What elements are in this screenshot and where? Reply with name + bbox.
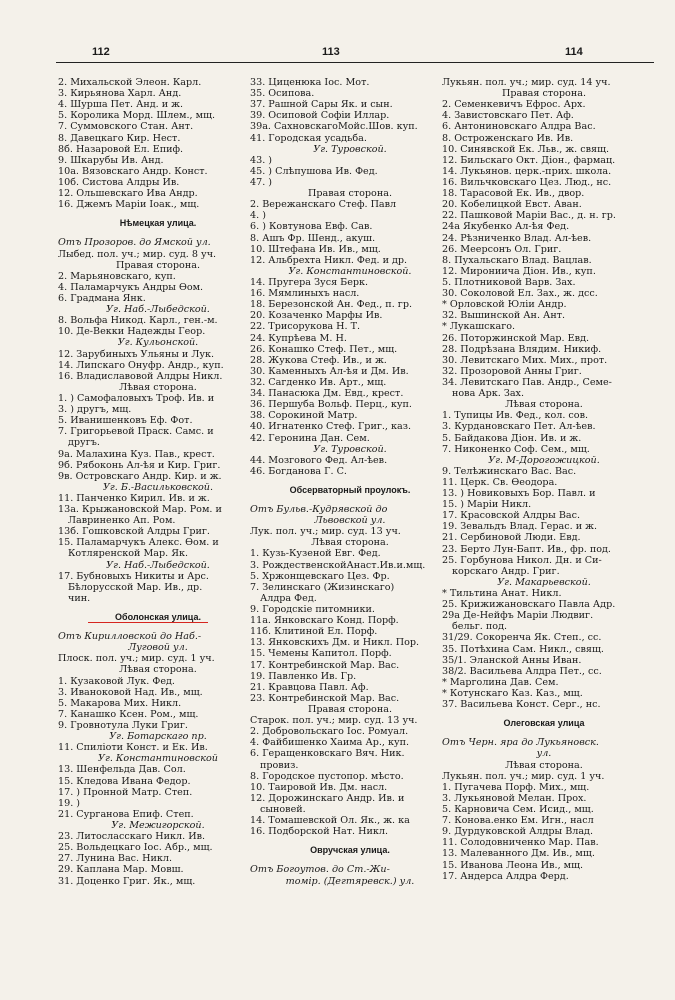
text-line: Отъ Богоутов. до Ст.-Жи- [250, 864, 390, 876]
text-line: Оболонская улица. [58, 612, 258, 623]
text-line: 41. Городская усадьба. [250, 132, 367, 144]
text-line: 10. Синявской Ек. Льв., ж. свящ. [442, 143, 610, 155]
text-line: * Орловской Юліи Андр. [442, 299, 567, 311]
text-line: 14. Липскаго Онуфр. Андр., куп. [58, 359, 224, 371]
text-line: 17. Контребинской Мар. Вас. [250, 659, 400, 671]
text-line: 4. Завистовскаго Пет. Аф. [442, 110, 574, 122]
text-line: 13. Малеванного Дм. Ив., мщ. [442, 848, 595, 860]
text-line: Отъ Прозоров. до Ямской ул. [58, 237, 211, 249]
text-line: 37. Рашной Сары Як. и сын. [250, 99, 393, 111]
text-line: 35. Потѣхина Сам. Никл., свящ. [442, 643, 604, 655]
text-line: 15. Иванова Леона Ив., мщ. [442, 859, 584, 871]
text-line [58, 604, 258, 612]
text-line: 11. Панченко Кирил. Ив. и ж. [58, 492, 210, 504]
text-line: 5. Макарова Мих. Никл. [58, 697, 182, 709]
text-line: 27. Лунина Вас. Никл. [58, 853, 173, 865]
text-line: 12. Ольшевскаго Ива Андр. [58, 188, 198, 200]
text-line: 32. Сагденко Ив. Арт., мщ. [250, 376, 387, 388]
text-line: 7. Коновa.енко Ем. Игн., насл [442, 815, 594, 827]
text-line: 1. Кузаковой Лук. Фед. [58, 675, 175, 687]
column-3 [442, 77, 646, 882]
text-line: 2. Михальской Элеон. Карл. [58, 77, 202, 88]
text-line: Обсерваторный проулокъ. [289, 484, 411, 495]
text-line: 12. Альбрехта Никл. Фед. и др. [250, 254, 408, 266]
text-line: 10. Де-Векки Надежды Геор. [58, 326, 206, 338]
text-line: Плоск. пол. уч.; мир. суд. 1 уч. [58, 653, 215, 665]
text-line: Уг. Макарьевской. [497, 576, 591, 588]
text-line: 30. Соколовой Ел. Зах., ж. дсс. [442, 288, 598, 300]
text-line: 43. ) [250, 154, 273, 166]
text-line: 23. Берто Лун-Бапт. Ив., фр. под. [442, 543, 611, 555]
text-line: 12. Бильскаго Окт. Діон., фармац. [442, 154, 616, 166]
text-line: 35. Осипова. [250, 88, 315, 100]
text-line: 13а. Крыжановской Мар. Ром. и [58, 504, 222, 516]
text-line [250, 856, 450, 864]
text-line: Лѣвая сторона. [119, 664, 197, 676]
text-line: 6. Геращенковскаго Вяч. Ник. [250, 748, 405, 760]
text-line: 7. Суммовского Стан. Ант. [58, 121, 194, 133]
text-line: Правая сторона. [308, 704, 392, 716]
text-line: 12. Зарубиныхъ Ульяны и Лук. [58, 348, 215, 360]
text-line: 13. ) Новиковыхъ Бор. Павл. и [442, 488, 596, 500]
text-line: 25. Крижижановскаго Павла Адр. [442, 599, 616, 611]
text-line: 6. Градмана Янк. [58, 292, 146, 304]
text-line: 17. Красовской Алдры Вас. [442, 510, 581, 522]
text-line: Отъ Кирилловской до Наб.- [58, 631, 202, 643]
text-line: бельг. под. [452, 621, 508, 633]
text-line: 2. Добровольскаго Іос. Ромуал. [250, 726, 409, 738]
text-line [442, 729, 646, 737]
text-line: 21. Сербиновой Люди. Евд. [442, 532, 581, 544]
text-line: 26. Меерсонъ Ол. Григ. [442, 243, 562, 255]
text-line: 9. Городскіе питомники. [250, 604, 375, 616]
text-line: 1. Пугачева Порф. Мих., мщ. [442, 781, 590, 793]
text-line: Львовской ул. [314, 515, 386, 527]
text-line: Бѣлорусской Мар. Ив., др. [68, 581, 203, 593]
text-line: 24а Якубенко Ал-ѣя Фед. [442, 221, 570, 233]
text-line: 38. Сорокиной Матр. [250, 410, 358, 422]
text-line: провиз. [260, 759, 299, 771]
text-line: Правая сторона. [116, 259, 200, 271]
text-line: 17. Бубновыхъ Никиты и Арс. [58, 570, 209, 582]
text-line: 29. Каплана Мар. Мовш. [58, 864, 184, 876]
text-line: 8. Ашъ Фр. Шенд., акуш. [250, 232, 376, 244]
text-line: 5. Иванишенковъ Еф. Фот. [58, 415, 193, 427]
text-line: 15. Паламарчукъ Алекс. Ѳом. и [58, 537, 219, 549]
text-line: Лукьян. пол. уч.; мир. суд. 14 уч. [442, 77, 611, 88]
text-line: сыновей. [260, 804, 306, 815]
text-line: 18. Березонской Ан. Фед., п. гр. [250, 299, 413, 311]
text-line: Луговой ул. [128, 642, 188, 654]
column-1 [58, 77, 258, 887]
text-line: Олеговская улица [503, 718, 585, 729]
text-line: 30. Левитскаго Мих. Мих., прот. [442, 354, 608, 366]
text-line: 5. Байдакова Діон. Ив. и ж. [442, 432, 582, 444]
text-line: Уг. Туровской. [313, 443, 387, 455]
text-line: 16. Подборской Нат. Никл. [250, 826, 389, 838]
text-line: Отъ Черн. яра до Лукьяновск. [442, 737, 599, 749]
text-line: 36. Першуба Вольф. Перц., куп. [250, 399, 412, 411]
text-line: 40. Игнатенко Стеф. Григ., каз. [250, 421, 412, 433]
text-line: 8. Пухальскаго Влад. Вацлав. [442, 254, 592, 266]
text-line: 34. Панасюка Дм. Евд., крест. [250, 388, 404, 400]
text-line: Уг. Межигорской. [111, 820, 205, 831]
text-line: 5. Королика Морд. Шлем., мщ. [58, 110, 216, 122]
text-line: Правая сторона. [308, 188, 392, 200]
text-line: 8. Давецкаго Кир. Нест. [58, 132, 181, 144]
text-line: Отъ Бульв.-Кудрявской до [250, 504, 388, 516]
text-line: Уг. Константиновской. [288, 265, 412, 277]
text-line: 3. Курдановскаго Пет. Ал-ѣев. [442, 421, 596, 433]
text-line: 5. Хржонщевскаго Цез. Фр. [250, 570, 390, 582]
text-line: Уг. М-Дорогожицкой. [488, 454, 600, 466]
text-line: Лукьян. пол. уч.; мир. суд. 1 уч. [442, 770, 605, 782]
text-line: 9. Гровнотула Луки Григ. [58, 720, 188, 732]
text-line: 9в. Островскаго Андр. Кир. и ж. [58, 470, 222, 482]
text-line: 3. Кирьянова Харл. Анд. [58, 88, 182, 100]
text-line: 22. Трисорукова Н. Т. [250, 321, 361, 333]
text-line: 31/29. Сокоренча Як. Степ., сс. [442, 632, 602, 644]
column-2 [250, 77, 450, 887]
text-line: 16. Мямлиныхъ насл. [250, 288, 360, 300]
text-line: 35/1. Эланской Анны Иван. [442, 654, 582, 666]
text-line: Лыбед. пол. уч.; мир. суд. 8 уч. [58, 248, 217, 260]
text-line: 25. Вольдецкаго Іос. Абр., мщ. [58, 842, 213, 854]
text-line: Уг. Константиновской [98, 753, 218, 765]
text-line: 1. Кузь-Кузеной Евг. Фед. [250, 548, 381, 560]
text-line: 26. Конашко Стеф. Пет., мщ. [250, 343, 398, 355]
text-line: 6. ) Ковтунова Евф. Сав. [250, 221, 373, 233]
text-line: Старок. пол. уч.; мир. суд. 13 уч. [250, 715, 418, 727]
text-line: 15. Кледова Ивана Федор. [58, 775, 191, 787]
text-line: * Тильтина Анат. Никл. [442, 588, 562, 600]
text-line: 1. Тупицы Ив. Фед., кол. сов. [442, 410, 589, 422]
text-line: ул. [536, 748, 552, 760]
text-line: 15. Чемены Капитол. Порф. [250, 648, 392, 660]
text-line: 2. Вережанскаго Стеф. Павл [250, 199, 397, 211]
text-line [442, 710, 646, 718]
text-line: 5. Карновича Сем. Исид., мщ. [442, 804, 594, 815]
text-line: чин. [68, 592, 91, 604]
text-line [250, 477, 450, 485]
page-number-middle: 113 [322, 46, 340, 58]
text-line: 4. Шурша Пет. Анд. и ж. [58, 99, 184, 111]
text-line: Алдра Фед. [260, 592, 317, 604]
text-line: 8. Вольфа Никод. Карл., ген.-м. [58, 315, 218, 327]
text-line: 8б. Назаровой Ел. Епиф. [58, 143, 184, 155]
text-line: 18. Тарасовой Ек. Ив., двор. [442, 188, 585, 200]
text-line: Уг. Б.-Васильковской. [102, 481, 214, 493]
text-line: 11б. Клитиной Ел. Порф. [250, 626, 378, 638]
text-line: 7. Григорьевой Праск. Самс. и [58, 426, 214, 438]
text-line: Нѣмецкая улица. [119, 218, 197, 229]
text-line: 3. Лукьяновой Мелан. Прох. [442, 792, 587, 804]
page-number-left: 112 [92, 46, 110, 58]
text-line: 4. Файбишенко Хаима Ар., куп. [250, 737, 410, 749]
text-line: 13б. Гошковской Алдры Григ. [58, 526, 210, 538]
text-line: 7. Зелинскаго (Жизинскаго) [250, 581, 395, 593]
text-line: 2. Марьяновскаго, куп. [58, 270, 176, 282]
text-line: 34. Левитскаго Пав. Андр., Семе- [442, 376, 612, 388]
page-number-right: 114 [565, 46, 583, 58]
text-line: 1. ) Самофаловыхъ Троф. Ив. и [58, 392, 215, 404]
text-line: 10а. Вязовскаго Андр. Конст. [58, 165, 208, 177]
text-line: 3. РождественскойАнаст.Ив.и.мщ. [250, 559, 426, 571]
text-line: 4. ) [250, 210, 266, 222]
text-line: 24. Рѣзниченко Влад. Ал-ѣев. [442, 232, 592, 244]
text-line: 2. Семенкевичъ Ефрос. Арх. [442, 99, 586, 111]
text-line: томір. (Дегтяревск.) ул. [285, 875, 415, 887]
text-line: 20. Кобелицкой Евст. Аван. [442, 199, 582, 211]
text-line: Лавриненко Ап. Ром. [68, 515, 176, 527]
text-line: 26. Поторжинской Мар. Евд. [442, 332, 590, 344]
text-line: 39а. СахновскагоМойс.Шов. куп. [250, 121, 418, 133]
text-line: 31. Доценко Григ. Як., мщ. [58, 875, 196, 887]
text-line: корскаго Андр. Григ. [452, 565, 560, 577]
text-line: 17. Андерса Алдра Ферд. [442, 870, 569, 882]
text-line: 9. Шкарубы Ив. Анд. [58, 154, 164, 166]
text-line: * Котунскаго Каз. Каз., мщ. [442, 688, 583, 700]
text-line: 39. Осиповой Софіи Иллар. [250, 110, 390, 122]
text-line: 21. Кравцова Павл. Аф. [250, 681, 369, 693]
text-line: * Лукашскаго. [442, 321, 516, 333]
text-line: * Марголина Дав. Сем. [442, 676, 559, 688]
text-line: 14. Лукьянов. церк.-прих. школа. [442, 165, 612, 177]
text-line: Котляренской Мар. Як. [68, 548, 189, 560]
text-line: 23. Контребинской Мар. Вас. [250, 692, 400, 704]
text-line: 32. Прозоровой Анны Григ. [442, 365, 582, 377]
text-line: 19. Зевальдъ Влад. Герас. и ж. [442, 521, 598, 533]
text-line: 10. Штефана Ив. Ив., мщ. [250, 243, 381, 255]
text-line: 6. Антониновскаго Алдра Вас. [442, 121, 596, 133]
text-line: 46. Богданова Г. С. [250, 465, 347, 477]
text-line [58, 210, 258, 218]
text-line: 47. ) [250, 176, 273, 188]
text-line: 15. ) Маріи Никл. [442, 499, 532, 511]
text-line: 19. ) [58, 797, 81, 809]
text-line: Лук. пол. уч.; мир. суд. 13 уч. [250, 526, 401, 538]
text-line: 28. Подрѣзана Влядим. Никиф. [442, 343, 602, 355]
text-line: 10б. Систова Алдры Ив. [58, 176, 180, 188]
text-line: 11. Церк. Св. Ѳеодора. [442, 476, 558, 488]
text-line: 12. Дорожинскаго Андр. Ив. и [250, 792, 405, 804]
text-line: Лѣвая сторона. [119, 381, 197, 393]
text-line: 7. Никоненко Соф. Сем., мщ. [442, 443, 590, 455]
text-line: 3. ) другъ, мщ. [58, 404, 132, 416]
text-line: 16. Джемъ Маріи Іоак., мщ. [58, 199, 200, 211]
text-line: 45. ) Слѣпушова Ив. Фед. [250, 165, 378, 177]
text-line: 9а. Малахина Куз. Пав., крест. [58, 448, 215, 460]
text-line: 28. Жукова Стеф. Ив., и ж. [250, 354, 387, 366]
text-line: 7. Канашко Ксен. Ром., мщ. [58, 708, 199, 720]
text-line: 11. Спиліоти Конст. и Ек. Ив. [58, 742, 208, 754]
text-line: 33. Циценюка Іос. Мот. [250, 77, 370, 88]
text-line: 17. ) Пронной Матр. Степ. [58, 786, 193, 798]
text-line: 3. Иваноковой Над. Ив., мщ. [58, 686, 203, 698]
text-line [58, 229, 258, 237]
text-line: Уг. Наб.-Лыбедской. [106, 559, 210, 571]
text-line: 16. Владиславовой Алдры Никл. [58, 370, 223, 382]
text-line [250, 837, 450, 845]
text-line: 4. Паламарчукъ Андры Ѳом. [58, 281, 204, 293]
text-line: Овручская улица. [310, 845, 390, 856]
text-line: 8. Городское пустопор. мѣсто. [250, 770, 404, 782]
text-line: нова Арк. Зах. [452, 388, 524, 400]
text-line: 29а Де-Нейфъ Маріи Людвиг. [442, 610, 594, 622]
text-line: 12. Мирониича Діон. Ив., куп. [442, 265, 596, 277]
text-line: 23. Литосласскаго Никл. Ив. [58, 831, 206, 843]
text-line: 22. Пашковой Маріи Вас., д. н. гр. [442, 210, 616, 222]
text-line: Уг. Туровской. [313, 143, 387, 155]
text-line: 14. Пругера Зуся Берк. [250, 276, 369, 288]
text-line: 42. Геронина Дан. Сем. [250, 432, 370, 444]
text-line: 11. Солодовниченко Мар. Пав. [442, 837, 599, 849]
header-rule [56, 62, 654, 63]
text-line: Правая сторона. [502, 88, 586, 100]
text-line: 10. Таировой Ив. Дм. насл. [250, 781, 388, 793]
text-line: 37. Васильева Конст. Серг., нс. [442, 699, 601, 711]
text-line: 14. Томашевской Ол. Як., ж. ка [250, 815, 410, 827]
text-line: 9. Телѣжинскаго Вас. Вас. [442, 465, 577, 477]
text-line: 9. Дурдуковской Алдры Влад. [442, 826, 594, 838]
text-line: Уг. Наб.-Лыбедской. [106, 304, 210, 316]
text-line: Уг. Ботарскаго пр. [109, 731, 207, 743]
text-line: Уг. Кульонской. [117, 337, 199, 349]
text-line: 25. Горбунова Никол. Дн. и Си- [442, 554, 602, 566]
text-line: 13. Шенфельда Дав. Сол. [58, 764, 186, 776]
text-line: 21. Сурганова Епиф. Степ. [58, 808, 194, 820]
text-line: 32. Вышинской Ан. Ант. [442, 310, 566, 322]
text-line: 8. Остроженскаго Ив. Ив. [442, 132, 574, 144]
text-line: другъ. [68, 437, 100, 449]
text-line: 20. Козаченко Марфы Ив. [250, 310, 383, 322]
text-line: Лѣвая сторона. [505, 399, 583, 411]
text-line: Лѣвая сторона. [505, 759, 583, 771]
text-line: 44. Мозгового Фед. Ал-ѣев. [250, 454, 388, 466]
text-line [250, 496, 450, 504]
text-line: 9б. Рябоконь Ал-ѣя и Кир. Григ. [58, 459, 221, 471]
text-line: 38/2. Васильева Алдра Пет., сс. [442, 665, 602, 677]
text-line: 30. Каменныхъ Ал-ѣя и Дм. Ив. [250, 365, 409, 377]
text-line: 5. Плотниковой Варв. Зах. [442, 276, 576, 288]
text-line: 16. Вильчковскаго Цез. Люд., нс. [442, 176, 612, 188]
text-line: 13. Янковскихъ Дм. и Никл. Пор. [250, 637, 420, 649]
text-line: 11а. Янковскаго Конд. Порф. [250, 615, 399, 627]
text-line: Лѣвая сторона. [311, 537, 389, 549]
text-line [58, 623, 258, 631]
text-line: 24. Купрѣева М. Н. [250, 332, 347, 344]
text-line: 19. Павленко Ив. Гр. [250, 670, 357, 682]
